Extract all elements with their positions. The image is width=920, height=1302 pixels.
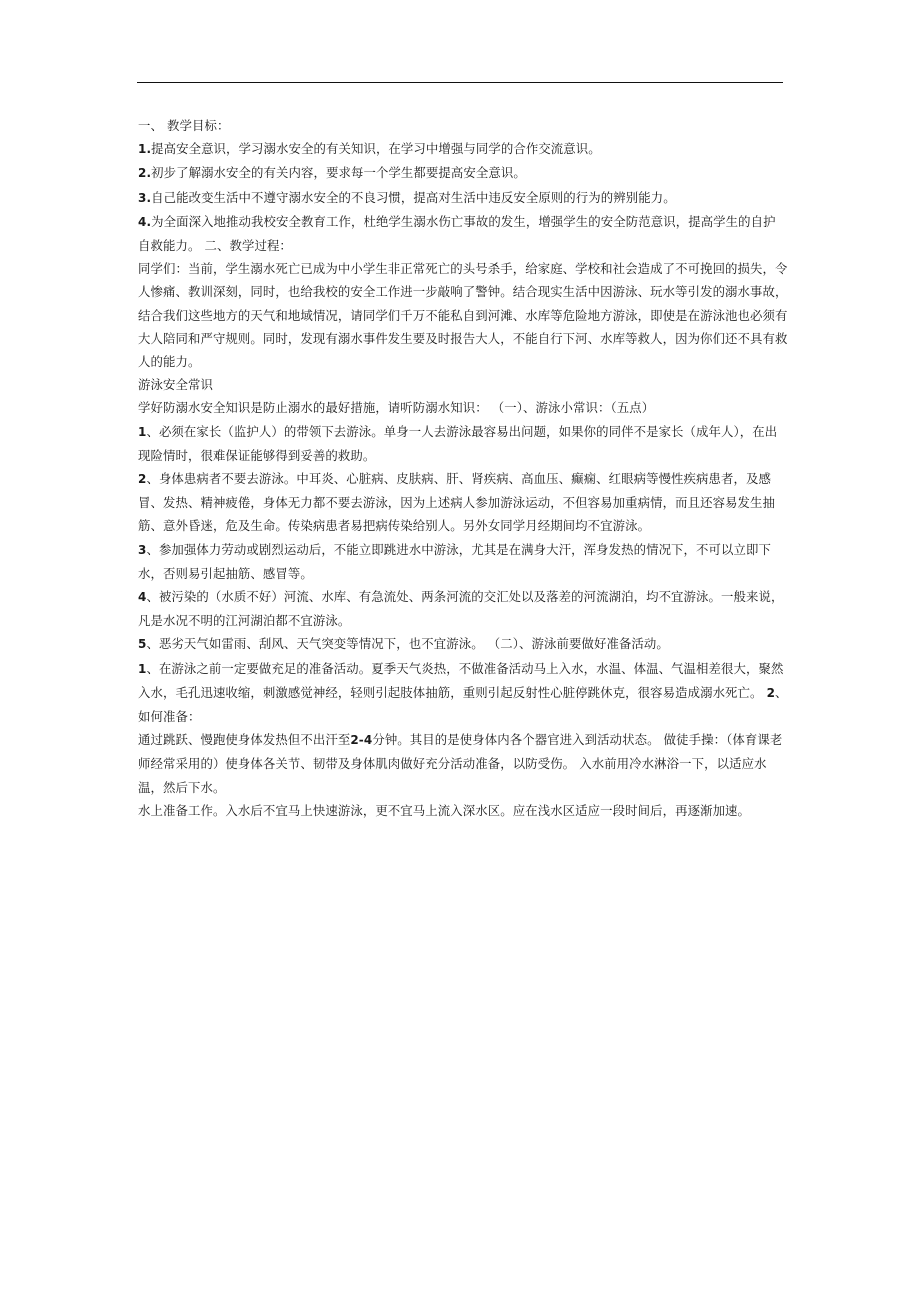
goal-text: 为全面深入地推动我校安全教育工作，杜绝学生溺水伤亡事故的发生，增强学生的安全防范意识，提高学生的自护自救能力。 二、教学过程： <box>138 213 776 254</box>
tip-text: 、被污染的（水质不好）河流、水库、有急流处、两条河流的交汇处以及落差的河流湖泊，均不宜游泳。一般来说，凡是水况不明的江河湖泊都不宜游泳。 <box>138 589 784 629</box>
goal-number: 1. <box>138 142 152 157</box>
goal-item <box>138 186 788 210</box>
tip-number: 5 <box>138 637 147 652</box>
prep-text: 、在游泳之前一定要做充足的准备活动。夏季天气炎热，不做准备活动马上入水，水温、体温、气温相差很大，聚然入水，毛孔迅速收缩，刺激感觉神经，轻则引起肢体抽筋，重则引起反射性心脏停跳休克，很容易造成溺水死亡。 <box>138 660 784 700</box>
header-rule <box>137 82 783 83</box>
tip-number: 4 <box>138 590 147 605</box>
tip-number: 3 <box>138 542 147 557</box>
prep-number: 2 <box>766 685 776 700</box>
prep-text: 、如何准备： <box>138 684 788 725</box>
tip-item <box>138 420 788 467</box>
section-intro: 学好防溺水安全知识是防止溺水的最好措施，请听防溺水知识： （一）、游泳小常识：（五点） <box>138 400 655 416</box>
tip-number: 1 <box>138 424 147 439</box>
tip-item <box>138 585 788 632</box>
tip-text: 、必须在家长（监护人）的带领下去游泳。单身一人去游泳最容易出问题，如果你的同伴不是家长（成年人），在出现险情时，很难保证能够得到妥善的救助。 <box>138 423 778 463</box>
prep-number: 1 <box>138 661 147 676</box>
goal-number: 3. <box>138 190 152 205</box>
warmup-text: 通过跳跃、慢跑使身体发热但不出汗至 <box>138 732 351 748</box>
tip-item <box>138 632 788 656</box>
tip-text: 、身体患病者不要去游泳。中耳炎、心脏病、皮肤病、肝、肾疾病、高血压、癫痫、红眼病等慢性疾病患者，及感冒、发热、精神疲倦，身体无力都不要去游泳，因为上述病人参加游泳运动，不但容易加重病情，而且还容易发生抽筋、意外昏迷，危及生命。传染病患者易把病传染给别人。另外女同学月经期间均不宜游泳。 <box>138 471 776 534</box>
goals-heading: 一、 教学目标： <box>138 118 230 133</box>
tip-text: 、参加强体力劳动或剧烈运动后，不能立即跳进水中游泳，尤其是在满身大汗，浑身发热的情况下，不可以立即下水，否则易引起抽筋、感冒等。 <box>138 541 771 581</box>
goal-item <box>138 137 788 161</box>
water-prep-paragraph: 水上准备工作。入水后不宜马上快速游泳，更不宜马上流入深水区。应在浅水区适应一段时间后，再逐渐加速。 <box>138 802 751 818</box>
intro-paragraph: 同学们：当前，学生溺水死亡已成为中小学生非正常死亡的头号杀手，给家庭、学校和社会造成了不可挽回的损失，令人惨痛、教训深刻，同时，也给我校的安全工作进一步敲响了警钟。结合现实生活中因游泳、玩水等引发的溺水事故，结合我们这些地方的天气和地域情况，请同学们千万不能私自到河滩、水库等危险地方游泳，即使是在游泳池也必须有大人陪同和严守规则。同时，发现有溺水事件发生要及时报告大人，不能自行下河、水库等救人，因为你们还不具有救人的能力。 <box>138 261 788 370</box>
goal-text: 初步了解溺水安全的有关内容，要求每一个学生都要提高安全意识。 <box>151 165 526 181</box>
goal-number: 4. <box>138 214 152 229</box>
document-body <box>138 114 788 822</box>
prep-item <box>138 657 788 729</box>
warmup-duration: 2-4 <box>350 733 373 748</box>
tip-text: 、恶劣天气如雷雨、刮风、天气突变等情况下，也不宜游泳。 （二）、游泳前要做好准备活动。 <box>146 636 669 652</box>
goal-text: 自己能改变生活中不遵守溺水安全的不良习惯，提高对生活中违反安全原则的行为的辨别能力。 <box>151 189 676 205</box>
tip-item <box>138 538 788 585</box>
tip-number: 2 <box>138 472 147 487</box>
goal-item <box>138 210 788 257</box>
goal-text: 提高安全意识，学习溺水安全的有关知识，在学习中增强与同学的合作交流意识。 <box>151 141 601 157</box>
goal-number: 2. <box>138 166 152 181</box>
goal-item <box>138 161 788 185</box>
warmup-paragraph <box>138 728 788 799</box>
tip-item <box>138 467 788 538</box>
warmup-text: 分钟。其目的是使身体内各个器官进入到活动状态。 做徒手操：（体育课老师经常采用的）使身体各关节、韧带及身体肌肉做好充分活动准备，以防受伤。 入水前用冷水淋浴一下，以适应水温，然后下水。 <box>138 732 783 795</box>
section-title: 游泳安全常识 <box>138 377 213 393</box>
